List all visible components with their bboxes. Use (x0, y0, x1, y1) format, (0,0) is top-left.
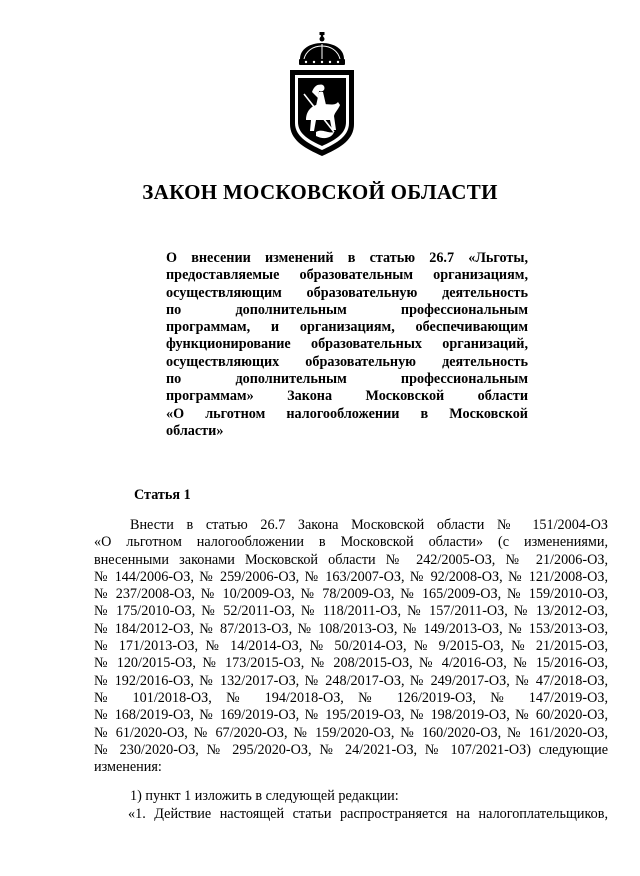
body-line: № 144/2006-ОЗ, № 259/2006-ОЗ, № 163/2007-ОЗ, № 92/2008-ОЗ, № 121/2008-ОЗ, (94, 568, 608, 585)
crown-icon (299, 32, 345, 65)
subject-line: осуществляющим образовательную деятельность (166, 284, 528, 301)
subject-line: программам» Закона Московской области (166, 388, 528, 405)
body-line: № 120/2015-ОЗ, № 173/2015-ОЗ, № 208/2015-ОЗ, № 4/2016-ОЗ, № 15/2016-ОЗ, (94, 655, 608, 672)
subject-line: «О льготном налогообложении в Московской (166, 405, 528, 422)
body-line: «О льготном налогообложении в Московской области» (с изменениями, (94, 534, 608, 551)
body-line: Внести в статью 26.7 Закона Московской области № 151/2004-ОЗ (130, 517, 608, 533)
body-line: изменения: (94, 759, 162, 776)
body-line: № 230/2020-ОЗ, № 295/2020-ОЗ, № 24/2021-ОЗ, № 107/2021-ОЗ) следующие (94, 741, 608, 758)
body-line: № 171/2013-ОЗ, № 14/2014-ОЗ, № 50/2014-ОЗ, № 9/2015-ОЗ, № 21/2015-ОЗ, (94, 638, 608, 655)
body-line: № 175/2010-ОЗ, № 52/2011-ОЗ, № 118/2011-ОЗ, № 157/2011-ОЗ, № 13/2012-ОЗ, (94, 603, 608, 620)
body-line: внесенными законами Московской области № 242/2005-ОЗ, № 21/2006-ОЗ, (94, 551, 608, 568)
subject-line: области» (166, 422, 224, 439)
subject-line: осуществляющих образовательную деятельность (166, 353, 528, 370)
subject-line: по дополнительным профессиональным (166, 371, 528, 388)
quoted-text-line: «1. Действие настоящей статьи распространяется на налогоплательщиков, (128, 806, 608, 822)
law-subject (166, 250, 528, 440)
subject-line: функционирование образовательных организаций, (166, 336, 528, 353)
body-line: № 237/2008-ОЗ, № 10/2009-ОЗ, № 78/2009-ОЗ, № 165/2009-ОЗ, № 159/2010-ОЗ, (94, 586, 608, 603)
subject-line: по дополнительным профессиональным (166, 301, 528, 318)
article-heading: Статья 1 (134, 487, 191, 503)
subject-line: О внесении изменений в статью 26.7 «Льготы, (166, 250, 528, 266)
body-line: № 101/2018-ОЗ, № 194/2018-ОЗ, № 126/2019-ОЗ, № 147/2019-ОЗ, (94, 689, 608, 706)
body-line: № 192/2016-ОЗ, № 132/2017-ОЗ, № 248/2017-ОЗ, № 249/2017-ОЗ, № 47/2018-ОЗ, (94, 672, 608, 689)
body-line: № 168/2019-ОЗ, № 169/2019-ОЗ, № 195/2019-ОЗ, № 198/2019-ОЗ, № 60/2020-ОЗ, (94, 707, 608, 724)
body-line: № 184/2012-ОЗ, № 87/2013-ОЗ, № 108/2013-ОЗ, № 149/2013-ОЗ, № 153/2013-ОЗ, (94, 620, 608, 637)
subject-line: предоставляемые образовательным организациям, (166, 267, 528, 284)
article-body (94, 517, 608, 776)
coat-of-arms-emblem (282, 32, 362, 160)
list-item-1: 1) пункт 1 изложить в следующей редакции: (130, 788, 399, 804)
law-title: ЗАКОН МОСКОВСКОЙ ОБЛАСТИ (142, 180, 498, 204)
subject-line: программам, и организациям, обеспечивающим (166, 319, 528, 336)
body-line: № 61/2020-ОЗ, № 67/2020-ОЗ, № 159/2020-ОЗ, № 160/2020-ОЗ, № 161/2020-ОЗ, (94, 724, 608, 741)
